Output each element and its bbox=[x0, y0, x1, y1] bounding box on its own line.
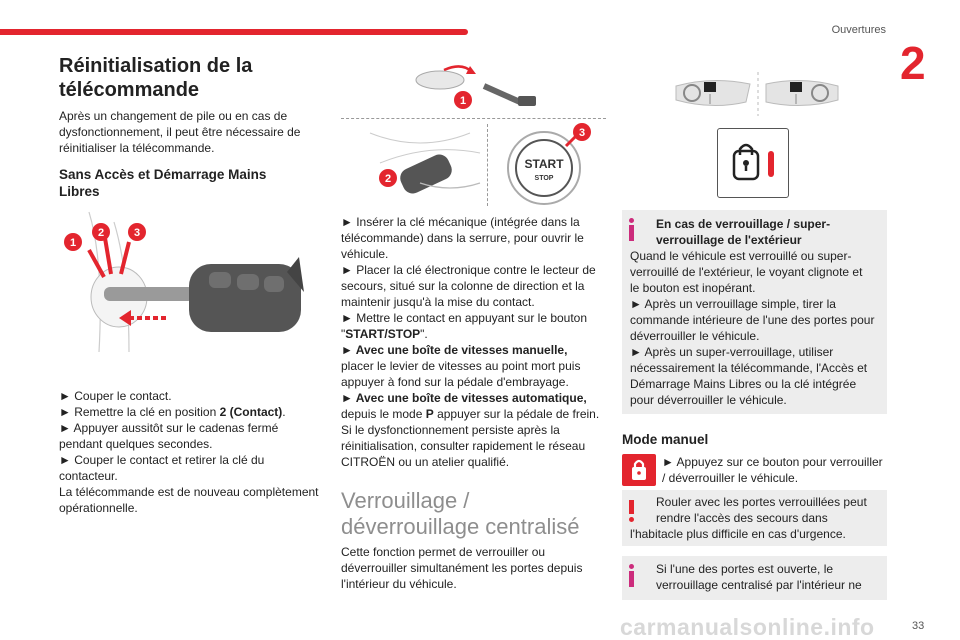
svg-text:2: 2 bbox=[97, 227, 105, 239]
ignition-key-illustration bbox=[59, 202, 314, 352]
section-intro: Cette fonction permet de verrouiller ou déverrouiller simultanément les portes depuis l'intérieur du véhicule. bbox=[341, 545, 583, 591]
warning-box-emergency-access bbox=[622, 490, 887, 546]
intro-paragraph: Après un changement de pile ou en cas de dysfonctionnement, il peut être nécessaire de réinitialiser la télécommande. bbox=[59, 109, 301, 155]
info-box-title: En cas de verrouillage / super- verrouillage de l'extérieur bbox=[656, 217, 831, 247]
info-box-body: Si l'une des portes est ouverte, le verrouillage centralisé par l'intérieur ne bbox=[656, 562, 862, 592]
subsection-title: Sans Accès et Démarrage Mains Libres bbox=[59, 167, 267, 199]
info-icon bbox=[628, 218, 634, 241]
svg-text:START: START bbox=[524, 157, 564, 171]
door-key-illustration bbox=[400, 58, 550, 114]
page-number: 33 bbox=[912, 620, 925, 632]
header-accent-bar bbox=[0, 29, 468, 35]
info-box-locking-from-outside bbox=[622, 210, 887, 414]
lock-button-closeup bbox=[717, 128, 789, 198]
info-icon bbox=[628, 564, 634, 587]
left-column bbox=[59, 54, 324, 200]
padlock-icon bbox=[718, 129, 790, 199]
padlock-icon bbox=[622, 454, 656, 486]
lock-button-icon-tile bbox=[622, 454, 656, 486]
section-heading: Verrouillage / déverrouillage centralisé bbox=[341, 488, 580, 539]
middle-instructions: ► Insérer la clé mécanique (intégrée dans la télécommande) dans la serrure, pour ouvrir le véhicule. ► Placer la clé électronique contre le lecteur de secours, situé sur la colonne de direction et la maintenir jusqu'à la mise du contact. ► Mettre le contact en appuyant sur le bouton "START/STOP". ► Avec une boîte de vitesses manuelle, placer le levier de vitesses au point mort puis appuyer à fond sur la pédale d'embrayage. ► Avec une boîte de vitesses automatique, depuis le mode P appuyer sur la pédale de frein. Si le dysfonctionnement persiste après la réinitialisation, consulter rapidement le réseau CITROËN ou un atelier qualifié. bbox=[341, 215, 600, 469]
svg-text:1: 1 bbox=[459, 95, 467, 107]
svg-text:1: 1 bbox=[69, 237, 77, 249]
svg-text:3: 3 bbox=[578, 127, 586, 139]
info-box-door-open bbox=[622, 556, 887, 600]
emergency-reader-illustration bbox=[360, 123, 490, 205]
illustration-divider bbox=[341, 118, 606, 119]
svg-text:2: 2 bbox=[384, 173, 392, 185]
manual-mode-text: ► Appuyez sur ce bouton pour verrouiller / déverrouiller le véhicule. bbox=[662, 455, 883, 485]
manual-mode-heading: Mode manuel bbox=[622, 432, 709, 447]
section-title: Ouvertures bbox=[831, 24, 886, 36]
svg-text:STOP: STOP bbox=[534, 175, 554, 182]
svg-text:3: 3 bbox=[133, 227, 141, 239]
warning-text: Rouler avec les portes verrouillées peut rendre l'accès des secours dans l'habitacle plus difficile en cas d'urgence. bbox=[630, 495, 867, 541]
chapter-number: 2 bbox=[900, 37, 926, 89]
left-steps: ► Couper le contact. ► Remettre la clé en position 2 (Contact). ► Appuyer aussitôt sur le cadenas fermé pendant quelques secondes. ► Couper le contact et retirer la clé du contacteur. La télécommande est de nouveau complètement opérationnelle. bbox=[59, 389, 319, 515]
dashboard-button-illustration bbox=[672, 72, 842, 116]
footer-watermark: carmanualsonline.info bbox=[620, 614, 875, 640]
info-box-body: Quand le véhicule est verrouillé ou super- verrouillé de l'extérieur, le voyant clignote et le bouton est inopérant. ► Après un verrouillage simple, tirer la commande intérieure de l'une des portes pour déverrouiller le véhicule. ► Après un super-verrouillage, utiliser nécessairement la télécommande, l'Accès et Démarrage Mains Libres ou la clé intégrée pour déverrouiller le véhicule. bbox=[630, 249, 875, 407]
illustration-divider-vertical bbox=[487, 124, 488, 206]
page-title: Réinitialisation de la télécommande bbox=[59, 55, 253, 101]
start-stop-button-illustration bbox=[500, 120, 600, 210]
